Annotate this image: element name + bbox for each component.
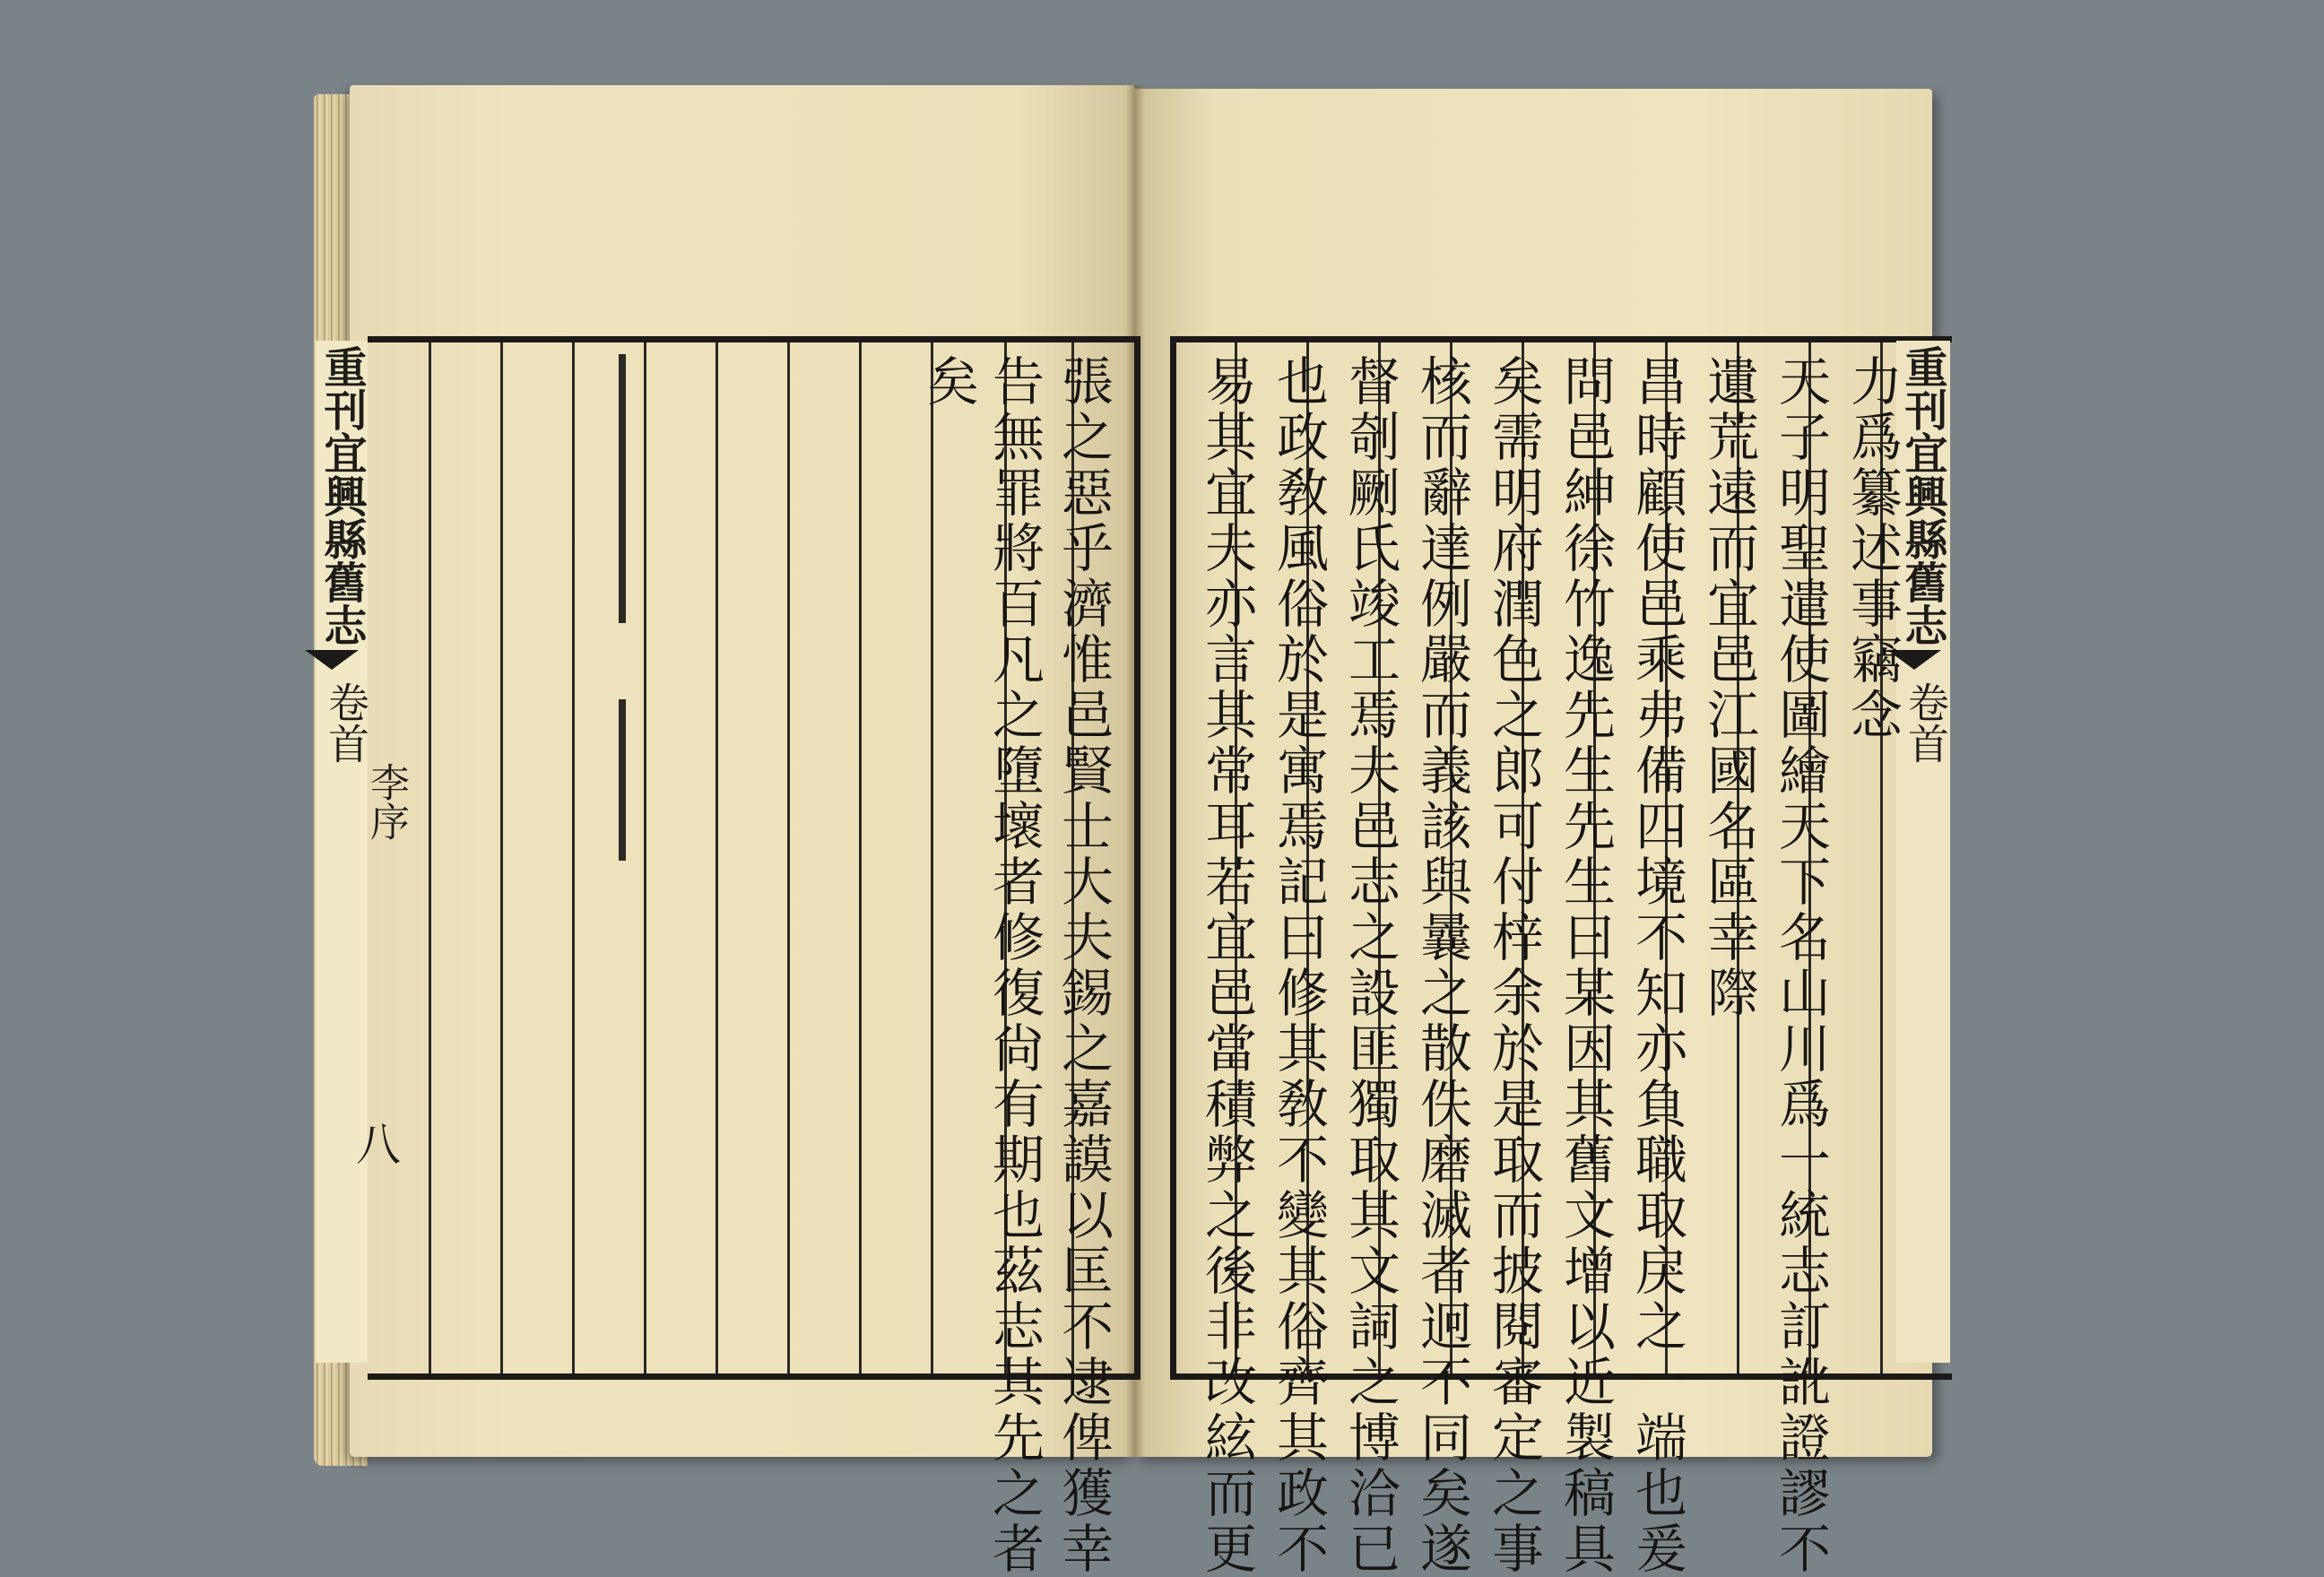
left-text-column-3: 矣	[918, 354, 979, 410]
fishtail-mark	[305, 650, 359, 670]
right-text-column-9: 也政敎風俗於是寓焉記曰修其敎不變其俗齊其政不	[1268, 354, 1329, 1577]
left-margin-section: 李序	[363, 762, 409, 841]
right-text-column-1: 力爲纂述事竊念	[1842, 354, 1903, 743]
ink-smudge	[619, 354, 626, 623]
right-text-column-4: 昌時顧使邑乘弗備四境不知亦負職取戾之一端也爰	[1626, 354, 1687, 1577]
right-text-column-7: 核而辭達例嚴而義該與曩之散佚磨滅者迥不同矣遂	[1411, 354, 1472, 1577]
right-text-column-2: 天子明聖遣使圖繪天下名山川爲一統志訂訛證謬不	[1770, 354, 1831, 1577]
right-text-column-8: 督剞劂氏竣工焉夫邑志之設匪獨取其文詞之博洽已	[1340, 354, 1400, 1577]
column-rule	[859, 342, 862, 1373]
column-rule	[500, 342, 503, 1373]
column-rule	[787, 342, 790, 1373]
column-rule	[931, 342, 933, 1373]
left-margin-volume: 卷首	[322, 681, 370, 764]
right-margin-volume: 卷首	[1902, 681, 1950, 764]
right-text-column-3: 遺荒遠而宜邑江國名區幸際	[1698, 354, 1759, 1021]
column-rule	[572, 342, 575, 1373]
column-rule	[644, 342, 646, 1373]
left-text-column-1: 張之惡乎濟惟邑賢士大夫錫之嘉謨以匡不逮俾獲幸	[1053, 354, 1114, 1577]
left-margin-title: 重刊宜興縣舊志	[317, 345, 367, 646]
left-page-number: 八	[349, 1121, 401, 1165]
right-text-column-6: 矣需明府潤色之郎可付梓余於是取而披閱審定之事	[1483, 354, 1544, 1577]
right-text-column-10: 易其宜夫亦言其常耳若宜邑當積弊之後非改絃而更	[1196, 354, 1257, 1577]
left-text-column-2: 告無罪將百凡之墮壞者修復尙有期也茲志其先之者	[984, 354, 1045, 1577]
right-text-column-5: 問邑紳徐竹逸先生先生曰某因其舊文增以近製稿具	[1555, 354, 1616, 1577]
column-rule	[715, 342, 718, 1373]
right-margin-title: 重刊宜興縣舊志	[1897, 345, 1947, 646]
column-rule	[429, 342, 431, 1373]
ink-smudge	[619, 699, 626, 861]
